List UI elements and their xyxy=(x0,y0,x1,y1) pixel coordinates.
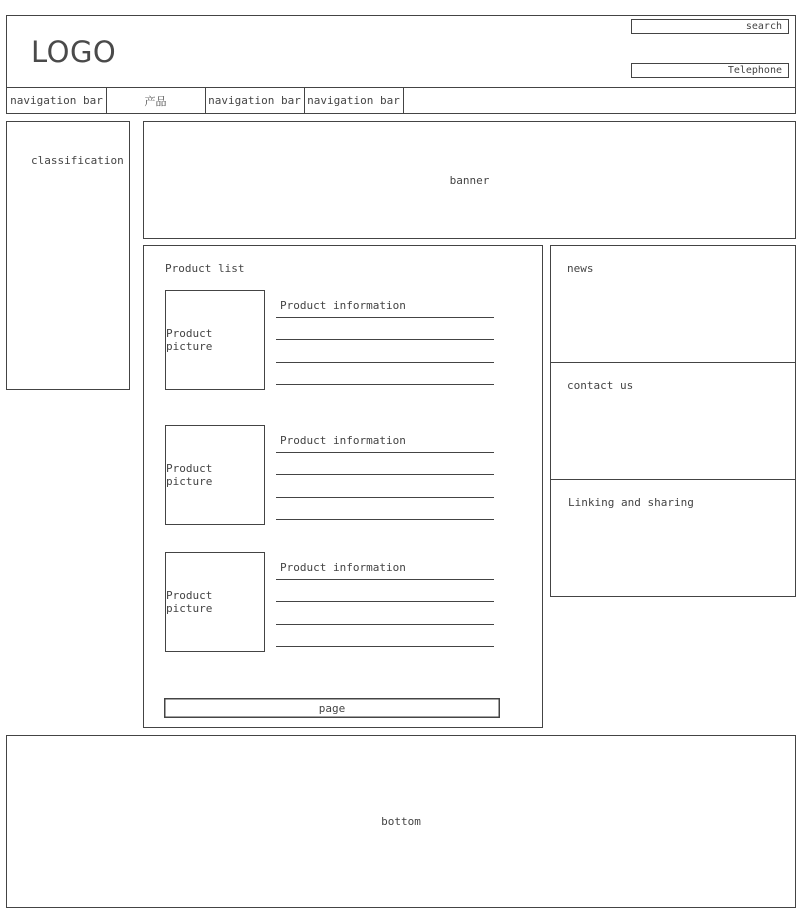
banner xyxy=(143,121,796,239)
info-line xyxy=(276,339,494,340)
classification-label: classification xyxy=(31,154,124,167)
footer-label: bottom xyxy=(381,815,421,828)
contact-label[interactable]: contact us xyxy=(567,379,634,392)
info-line xyxy=(276,624,494,625)
linking-sharing-panel xyxy=(550,479,796,597)
info-line xyxy=(276,452,494,453)
product-picture[interactable] xyxy=(165,552,265,652)
info-line xyxy=(276,519,494,520)
product-picture-label: Product picture xyxy=(166,327,213,353)
nav-item-products[interactable]: 产品 xyxy=(106,88,206,113)
info-line xyxy=(276,317,494,318)
contact-panel xyxy=(550,362,796,480)
product-information[interactable]: Product information xyxy=(280,561,406,574)
pagination-label: page xyxy=(318,701,346,715)
banner-label: banner xyxy=(449,173,490,187)
product-information[interactable]: Product information xyxy=(280,299,406,312)
info-line xyxy=(276,579,494,580)
product-list-title: Product list xyxy=(165,262,245,275)
classification-panel xyxy=(6,121,130,390)
info-line xyxy=(276,601,494,602)
info-line xyxy=(276,497,494,498)
nav-item-4[interactable]: navigation bar xyxy=(304,88,404,113)
info-line xyxy=(276,362,494,363)
nav-item-1[interactable]: navigation bar xyxy=(7,88,107,113)
product-picture[interactable] xyxy=(165,290,265,390)
header xyxy=(6,15,796,88)
search-box[interactable]: search xyxy=(631,19,789,34)
telephone-box: Telephone xyxy=(631,63,789,78)
info-line xyxy=(276,384,494,385)
news-panel xyxy=(550,245,796,363)
linking-sharing-label[interactable]: Linking and sharing xyxy=(568,496,694,509)
news-label[interactable]: news xyxy=(567,262,594,275)
info-line xyxy=(276,646,494,647)
navigation-bar xyxy=(6,87,796,114)
product-information[interactable]: Product information xyxy=(280,434,406,447)
nav-item-3[interactable]: navigation bar xyxy=(205,88,305,113)
product-picture-label: Product picture xyxy=(166,462,213,488)
product-picture[interactable] xyxy=(165,425,265,525)
logo: LOGO xyxy=(31,35,117,69)
product-picture-label: Product picture xyxy=(166,589,213,615)
info-line xyxy=(276,474,494,475)
pagination[interactable] xyxy=(164,698,500,718)
product-list-panel xyxy=(143,245,543,728)
footer xyxy=(6,735,796,908)
